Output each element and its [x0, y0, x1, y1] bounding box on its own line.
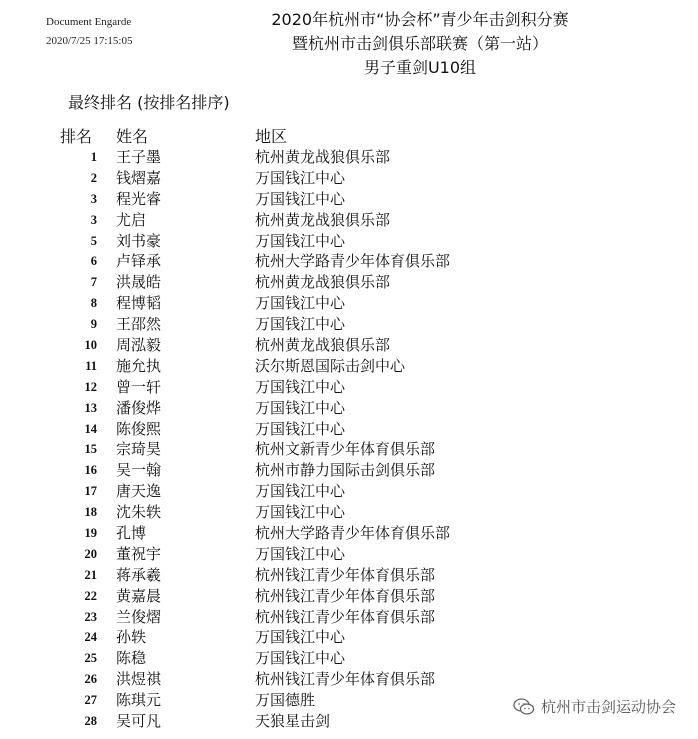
timestamp: 2020/7/25 17:15:05 — [46, 35, 133, 47]
name-cell: 孔博 — [116, 524, 147, 543]
rank-cell: 2 — [90, 170, 97, 185]
table-row — [0, 377, 698, 398]
region-cell: 沃尔斯恩国际击剑中心 — [255, 356, 406, 375]
region-cell: 万国钱江中心 — [255, 168, 346, 187]
rank-cell: 22 — [84, 588, 97, 603]
rank-cell: 14 — [84, 421, 97, 436]
region-cell: 万国钱江中心 — [255, 377, 346, 396]
table-row — [0, 210, 698, 231]
table-row — [0, 544, 698, 565]
rank-cell: 21 — [84, 567, 97, 582]
region-cell: 杭州大学路青少年体育俱乐部 — [255, 252, 451, 271]
name-cell: 潘俊烨 — [116, 398, 162, 417]
region-cell: 万国钱江中心 — [255, 503, 346, 522]
region-cell: 杭州黄龙战狼俱乐部 — [255, 210, 391, 229]
region-cell: 杭州大学路青少年体育俱乐部 — [255, 524, 451, 543]
column-header-region: 地区 — [255, 127, 288, 146]
table-row — [0, 168, 698, 189]
rank-cell: 18 — [84, 505, 97, 520]
table-row — [0, 669, 698, 690]
table-row — [0, 314, 698, 335]
name-cell: 王邵然 — [116, 315, 162, 334]
region-cell: 杭州钱江青少年体育俱乐部 — [255, 607, 436, 626]
name-cell: 钱熠嘉 — [116, 168, 162, 187]
region-cell: 万国钱江中心 — [255, 398, 346, 417]
table-row — [0, 356, 698, 377]
wechat-icon — [513, 697, 535, 717]
rank-cell: 5 — [90, 233, 97, 248]
name-cell: 吴可凡 — [116, 712, 162, 731]
region-cell: 杭州黄龙战狼俱乐部 — [255, 148, 391, 166]
rank-cell: 20 — [84, 546, 97, 561]
region-cell: 杭州钱江青少年体育俱乐部 — [255, 586, 436, 605]
table-row — [0, 502, 698, 523]
rank-cell: 25 — [84, 651, 97, 666]
document-meta — [46, 13, 132, 51]
watermark-text: 杭州市击剑运动协会 — [540, 698, 676, 716]
name-cell: 王子墨 — [116, 148, 162, 166]
name-cell: 周泓毅 — [116, 336, 162, 355]
name-cell: 兰俊熠 — [116, 607, 162, 626]
table-row — [0, 398, 698, 419]
rank-cell: 13 — [84, 400, 97, 415]
region-cell: 杭州黄龙战狼俱乐部 — [255, 273, 391, 292]
region-cell: 万国钱江中心 — [255, 231, 346, 250]
rank-cell: 1 — [90, 150, 97, 164]
region-cell: 万国钱江中心 — [255, 419, 346, 438]
region-cell: 杭州钱江青少年体育俱乐部 — [255, 565, 436, 584]
table-row — [0, 251, 698, 272]
rank-cell: 19 — [84, 526, 97, 541]
region-cell: 杭州市静力国际击剑俱乐部 — [255, 461, 436, 480]
name-cell: 宗琦昊 — [116, 440, 162, 459]
rank-cell: 7 — [90, 275, 97, 290]
region-cell: 万国钱江中心 — [255, 649, 346, 668]
rank-cell: 3 — [90, 212, 97, 227]
table-row — [0, 607, 698, 628]
name-cell: 刘书豪 — [116, 231, 162, 250]
name-cell: 洪晟皓 — [116, 273, 162, 292]
region-cell: 万国钱江中心 — [255, 294, 346, 313]
region-cell: 万国德胜 — [255, 691, 316, 710]
table-row — [0, 147, 698, 168]
ranking-table — [0, 147, 698, 732]
title-line-1: 2020年杭州市“协会杯”青少年击剑积分赛 — [271, 10, 569, 29]
name-cell: 陈俊熙 — [116, 419, 162, 438]
name-cell: 吴一翰 — [116, 461, 162, 480]
rank-cell: 16 — [84, 463, 97, 478]
name-cell: 施允执 — [116, 356, 162, 375]
app-name: Document Engarde — [46, 16, 132, 28]
name-cell: 程博韬 — [116, 294, 162, 313]
region-cell: 杭州黄龙战狼俱乐部 — [255, 336, 391, 355]
column-header-name: 姓名 — [116, 127, 149, 146]
name-cell: 唐天逸 — [116, 482, 162, 501]
rank-cell: 17 — [84, 484, 97, 499]
name-cell: 尤启 — [116, 210, 147, 229]
rank-cell: 27 — [84, 693, 97, 708]
region-cell: 万国钱江中心 — [255, 544, 346, 563]
rank-cell: 9 — [90, 317, 97, 332]
ranking-subheading: 最终排名 (按排名排序) — [68, 93, 230, 112]
rank-cell: 3 — [90, 191, 97, 206]
table-row — [0, 272, 698, 293]
table-row — [0, 648, 698, 669]
region-cell: 万国钱江中心 — [255, 482, 346, 501]
table-row — [0, 627, 698, 648]
table-row — [0, 523, 698, 544]
name-cell: 陈稳 — [116, 649, 147, 668]
region-cell: 万国钱江中心 — [255, 628, 346, 647]
region-cell: 杭州文新青少年体育俱乐部 — [255, 440, 436, 459]
title-line-2: 暨杭州市击剑俱乐部联赛（第一站） — [291, 34, 548, 53]
table-row — [0, 460, 698, 481]
table-row — [0, 293, 698, 314]
rank-cell: 10 — [84, 338, 97, 353]
table-row — [0, 335, 698, 356]
name-cell: 董祝宇 — [116, 544, 162, 563]
region-cell: 万国钱江中心 — [255, 189, 346, 208]
region-cell: 天狼星击剑 — [255, 712, 331, 731]
name-cell: 蒋承羲 — [116, 565, 162, 584]
table-row — [0, 439, 698, 460]
table-row — [0, 586, 698, 607]
name-cell: 孙轶 — [116, 628, 147, 647]
region-cell: 杭州钱江青少年体育俱乐部 — [255, 670, 436, 689]
rank-cell: 8 — [90, 296, 97, 311]
name-cell: 陈琪元 — [116, 691, 162, 710]
watermark — [509, 694, 680, 719]
column-header-rank: 排名 — [60, 127, 93, 146]
rank-cell: 26 — [84, 672, 97, 687]
table-row — [0, 565, 698, 586]
rank-cell: 6 — [90, 254, 97, 269]
title-line-3: 男子重剑U10组 — [363, 58, 477, 77]
name-cell: 黄嘉晨 — [116, 586, 162, 605]
rank-cell: 15 — [84, 442, 97, 457]
rank-cell: 23 — [84, 609, 97, 624]
table-row — [0, 231, 698, 252]
table-row — [0, 189, 698, 210]
name-cell: 曾一轩 — [116, 377, 162, 396]
name-cell: 卢铎承 — [116, 252, 162, 271]
document-title — [230, 8, 610, 80]
rank-cell: 12 — [84, 379, 97, 394]
region-cell: 万国钱江中心 — [255, 315, 346, 334]
name-cell: 洪煜祺 — [116, 670, 162, 689]
name-cell: 程光睿 — [116, 189, 162, 208]
rank-cell: 24 — [84, 630, 97, 645]
rank-cell: 28 — [84, 714, 97, 729]
name-cell: 沈朱轶 — [116, 503, 162, 522]
rank-cell: 11 — [85, 358, 97, 373]
table-row — [0, 481, 698, 502]
table-row — [0, 419, 698, 440]
